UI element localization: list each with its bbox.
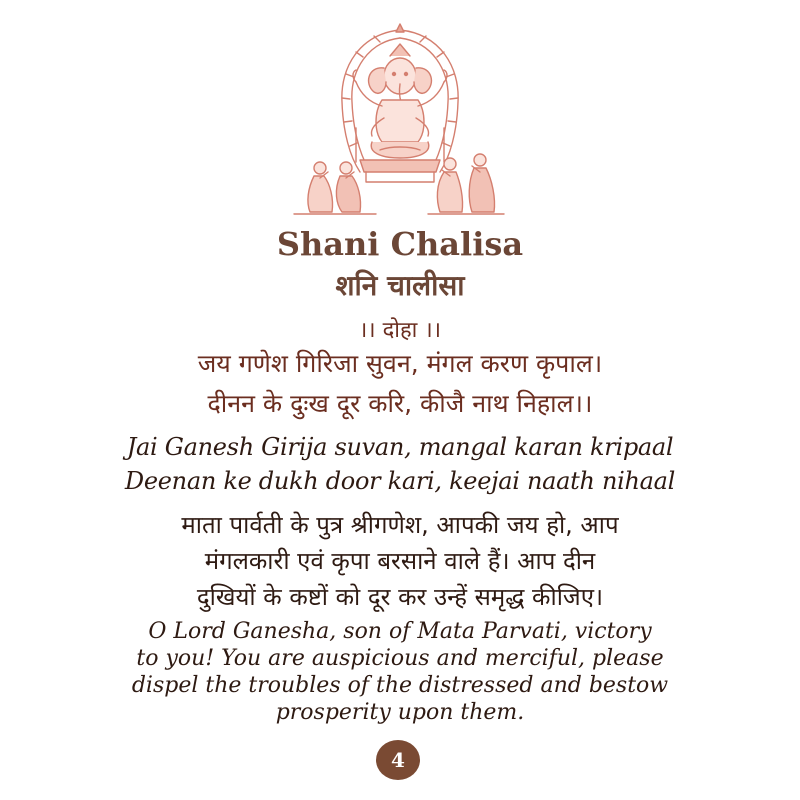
doha-line: जय गणेश गिरिजा सुवन, मंगल करण कृपाल। bbox=[197, 349, 603, 378]
doha-line: दीनन के दुःख दूर करि, कीजै नाथ निहाल।। bbox=[207, 389, 593, 418]
hindi-meaning-line: मंगलकारी एवं कृपा बरसाने वाले हैं। आप दीन bbox=[204, 547, 596, 575]
ganesha-illustration bbox=[290, 22, 510, 218]
hindi-meaning-line: माता पार्वती के पुत्र श्रीगणेश, आपकी जय हो, आप bbox=[181, 511, 619, 539]
hindi-meaning-line: दुखियों के कष्टों को दूर कर उन्हें समृद्ध कीजिए। bbox=[196, 583, 604, 611]
transliteration-line: Deenan ke dukh door kari, keejai naath nihaal bbox=[124, 467, 676, 495]
page-number-badge: 4 bbox=[376, 740, 420, 780]
english-meaning-line: to you! You are auspicious and merciful, please bbox=[136, 646, 664, 671]
page-title-english: Shani Chalisa bbox=[276, 225, 524, 263]
english-meaning-line: dispel the troubles of the distressed and bestow bbox=[131, 673, 669, 698]
english-meaning-line: O Lord Ganesha, son of Mata Parvati, victory bbox=[148, 619, 652, 644]
ganesha-figure bbox=[353, 44, 447, 182]
transliteration-line: Jai Ganesh Girija suvan, mangal karan kripaal bbox=[126, 433, 674, 461]
english-meaning-line: prosperity upon them. bbox=[275, 700, 525, 725]
doha-label: ।। दोहा ।। bbox=[358, 318, 442, 343]
page-title-hindi: शनि चालीसा bbox=[335, 269, 465, 302]
